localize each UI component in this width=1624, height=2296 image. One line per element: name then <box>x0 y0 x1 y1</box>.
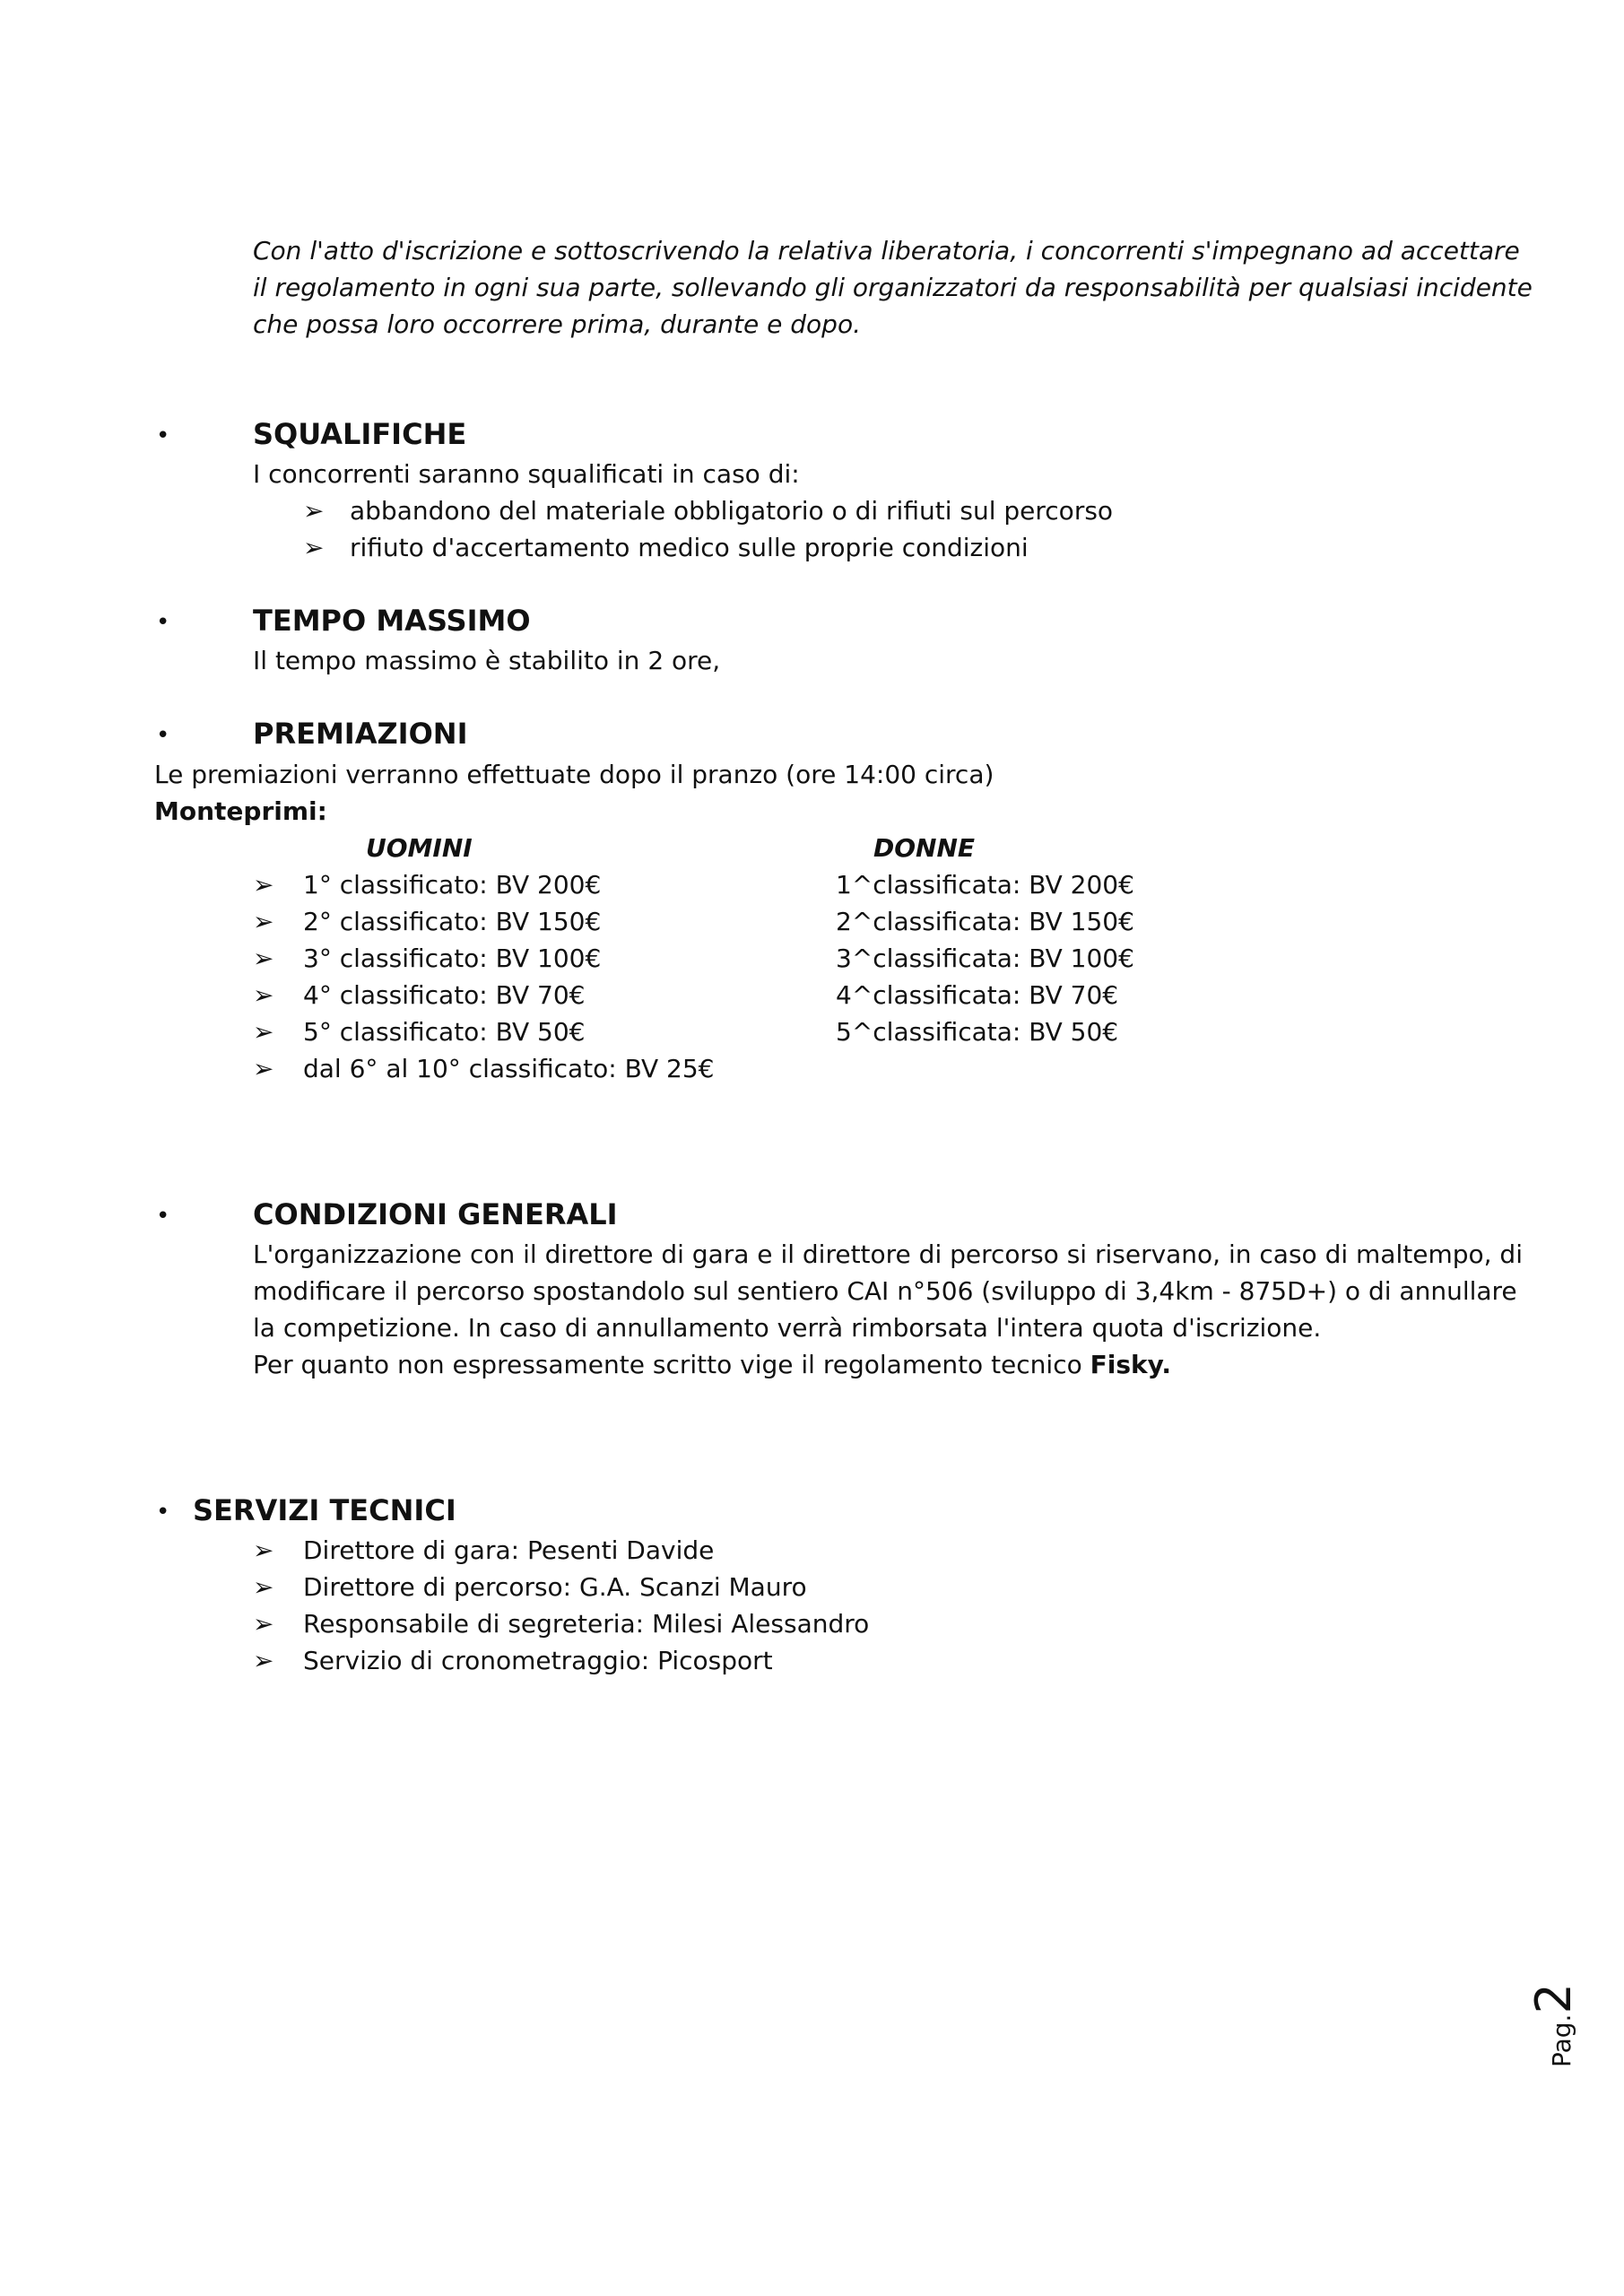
arrow-bullet-icon: ➢ <box>253 1646 274 1675</box>
donne-prize-row: 1^classificata: BV 200€ <box>836 870 1134 900</box>
servizi-item: ➢ Direttore di percorso: G.A. Scanzi Mauro <box>253 1569 807 1605</box>
monteprimi-label: Monteprimi: <box>154 796 327 826</box>
arrow-bullet-icon: ➢ <box>253 1535 274 1565</box>
donne-prize-row: 2^classificata: BV 150€ <box>836 907 1134 936</box>
heading-premiazioni: PREMIAZIONI <box>253 717 468 751</box>
bullet-condizioni: • <box>156 1203 170 1230</box>
intro-line: Con l'atto d'iscrizione e sottoscrivendo la relativa liberatoria, i concorrenti s'impegnano ad accettare <box>253 236 1520 265</box>
uomini-header: UOMINI <box>366 833 473 863</box>
arrow-bullet-icon: ➢ <box>303 496 325 526</box>
donne-prize-row: 4^classificata: BV 70€ <box>836 980 1119 1010</box>
page-number-value: 2 <box>1525 1983 1582 2014</box>
arrow-bullet-icon: ➢ <box>253 980 274 1010</box>
uomini-prize-row: ➢ dal 6° al 10° classificato: BV 25€ <box>253 1050 714 1087</box>
heading-squalifiche: SQUALIFICHE <box>253 417 467 451</box>
bullet-tempo: • <box>156 609 170 636</box>
arrow-bullet-icon: ➢ <box>253 944 274 973</box>
page-number <box>1525 1978 1589 2067</box>
condizioni-line: Per quanto non espressamente scritto vige il regolamento tecnico Fisky. <box>253 1350 1171 1379</box>
uomini-prize-row: ➢ 4° classificato: BV 70€ <box>253 977 585 1013</box>
page-prefix: Pag. <box>1547 2013 1576 2067</box>
intro-paragraph <box>253 232 1533 343</box>
list-item: ➢ rifiuto d'accertamento medico sulle proprie condizioni <box>303 529 1029 566</box>
bullet-servizi: • <box>156 1499 170 1526</box>
condizioni-line: L'organizzazione con il direttore di gara e il direttore di percorso si riservano, in caso di maltempo, di <box>253 1239 1523 1269</box>
arrow-bullet-icon: ➢ <box>253 1572 274 1602</box>
servizi-item: ➢ Responsabile di segreteria: Milesi Alessandro <box>253 1605 869 1642</box>
donne-prize-row: 3^classificata: BV 100€ <box>836 944 1134 973</box>
servizi-item: ➢ Servizio di cronometraggio: Picosport <box>253 1642 773 1679</box>
squalifiche-text: I concorrenti saranno squalificati in caso di: <box>253 459 800 489</box>
heading-condizioni-generali: CONDIZIONI GENERALI <box>253 1197 618 1231</box>
donne-header: DONNE <box>873 833 976 863</box>
uomini-prize-row: ➢ 3° classificato: BV 100€ <box>253 940 601 977</box>
uomini-prize-row: ➢ 2° classificato: BV 150€ <box>253 903 601 940</box>
premiazioni-text: Le premiazioni verranno effettuate dopo il pranzo (ore 14:00 circa) <box>154 760 994 789</box>
uomini-prize-row: ➢ 1° classificato: BV 200€ <box>253 866 601 903</box>
condizioni-line: la competizione. In caso di annullamento verrà rimborsata l'intera quota d'iscrizione. <box>253 1313 1322 1343</box>
arrow-bullet-icon: ➢ <box>253 1054 274 1083</box>
condizioni-line: modificare il percorso spostandolo sul sentiero CAI n°506 (sviluppo di 3,4km - 875D+) o di annullare <box>253 1276 1517 1306</box>
heading-servizi-tecnici: SERVIZI TECNICI <box>193 1493 456 1527</box>
donne-prize-row: 5^classificata: BV 50€ <box>836 1017 1119 1047</box>
arrow-bullet-icon: ➢ <box>253 1609 274 1639</box>
bullet-squalifiche: • <box>156 422 170 449</box>
tempo-text: Il tempo massimo è stabilito in 2 ore, <box>253 646 721 675</box>
uomini-prize-row: ➢ 5° classificato: BV 50€ <box>253 1013 585 1050</box>
intro-line: che possa loro occorrere prima, durante e dopo. <box>253 309 861 339</box>
fisky-bold: Fisky. <box>1090 1350 1171 1379</box>
arrow-bullet-icon: ➢ <box>253 907 274 936</box>
servizi-item: ➢ Direttore di gara: Pesenti Davide <box>253 1532 714 1569</box>
heading-tempo-massimo: TEMPO MASSIMO <box>253 604 531 638</box>
list-item: ➢ abbandono del materiale obbligatorio o di rifiuti sul percorso <box>303 492 1113 529</box>
arrow-bullet-icon: ➢ <box>303 533 325 562</box>
arrow-bullet-icon: ➢ <box>253 870 274 900</box>
intro-line: il regolamento in ogni sua parte, sollevando gli organizzatori da responsabilità per qualsiasi incidente <box>253 273 1533 302</box>
bullet-premiazioni: • <box>156 722 170 749</box>
arrow-bullet-icon: ➢ <box>253 1017 274 1047</box>
